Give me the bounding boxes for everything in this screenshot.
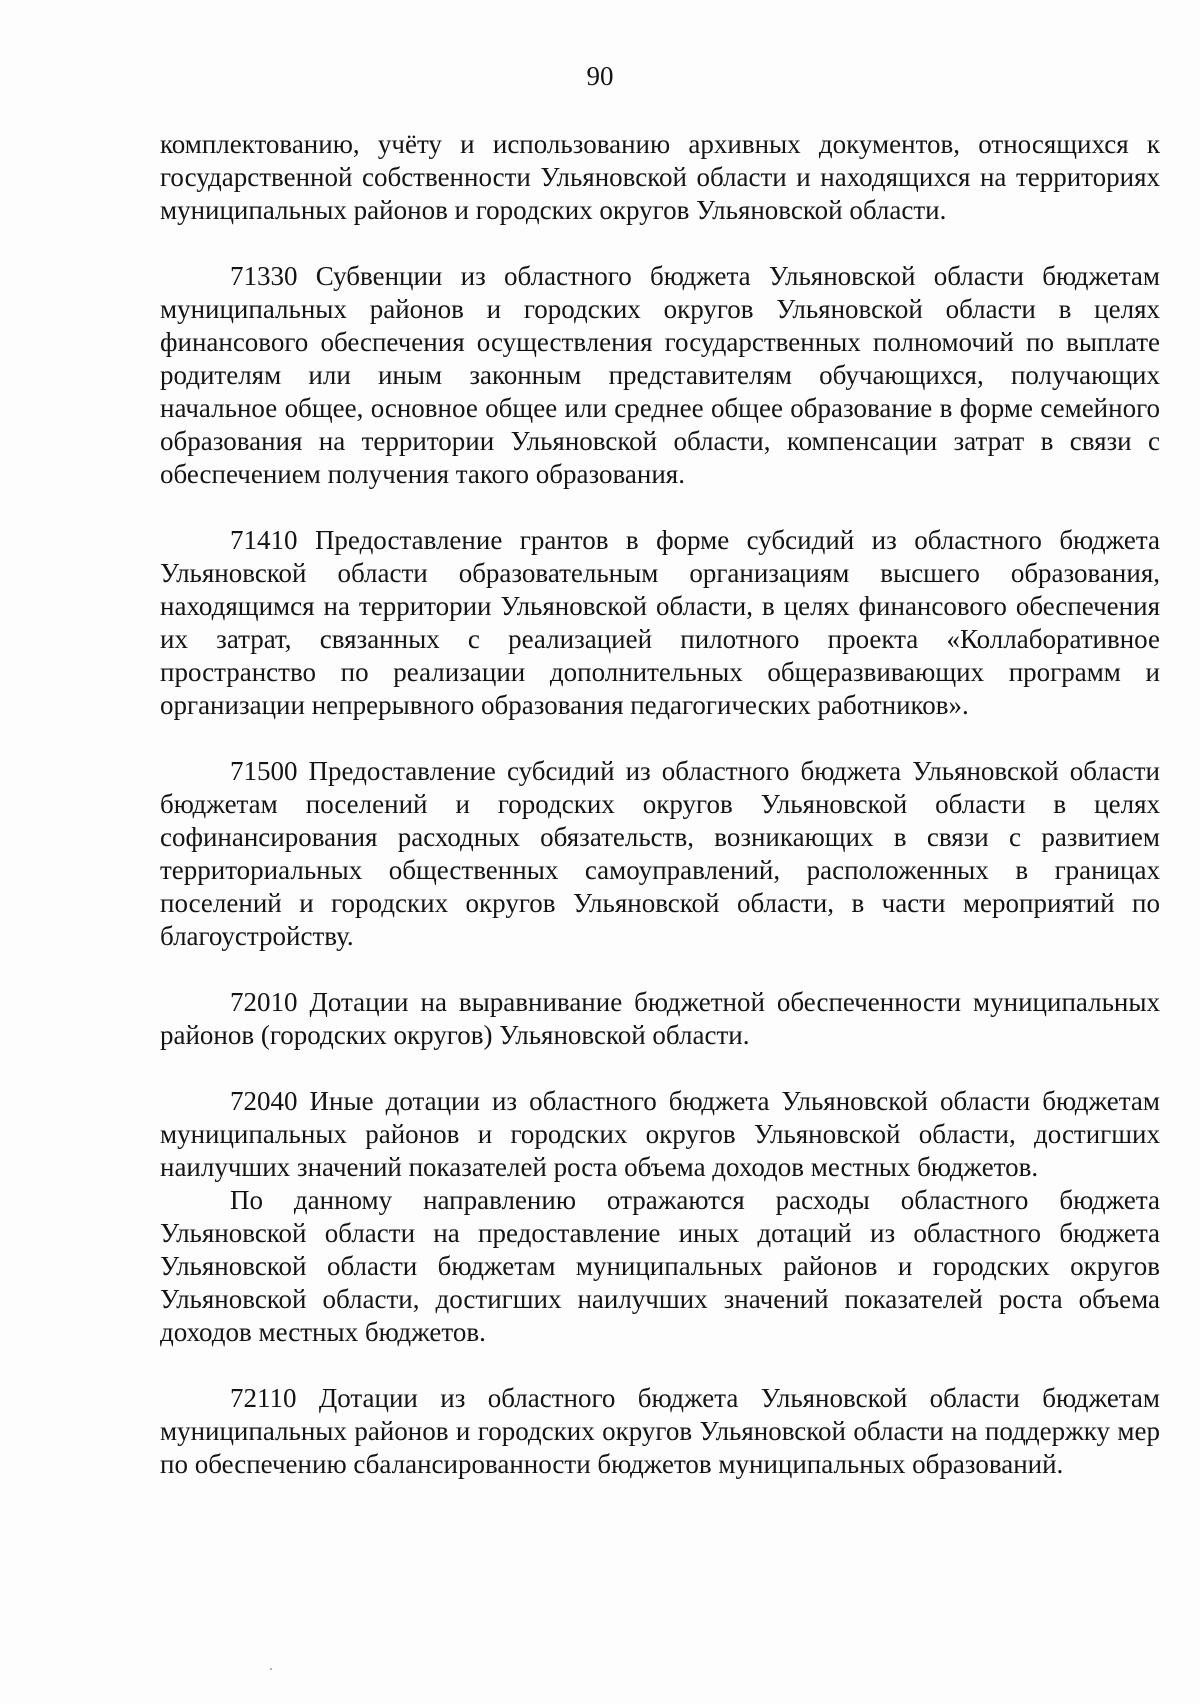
scan-speck [270,1668,272,1670]
paragraph-72040-explanation: По данному направлению отражаются расходы областного бюджета Ульяновской области на предоставление иных дотаций из областного бюджета Ульяновской области бюджетам муниципальных районов и городских округов Ульяновской области, достигших наилучших значений показателей роста объема доходов местных бюджетов. [160,1185,1160,1347]
paragraph-archive-continuation: комплектованию, учёту и использованию архивных документов, относящихся к государственной собственности Ульяновской области и находящихся на территориях муниципальных районов и городских округов Ульяновской области. [160,129,1160,225]
paragraph-72110: 72110 Дотации из областного бюджета Ульяновской области бюджетам муниципальных районов и городских округов Ульяновской области на поддержку мер по обеспечению сбалансированности бюджетов муниципальных образований. [160,1383,1160,1479]
document-body [160,128,1160,1481]
paragraph-71330: 71330 Субвенции из областного бюджета Ульяновской области бюджетам муниципальных районов и городских округов Ульяновской области в целях финансового обеспечения осуществления государственных полномочий по выплате родителям или иным законным представителям обучающихся, получающих начальное общее, основное общее или среднее общее образование в форме семейного образования на территории Ульяновской области, компенсации затрат в связи с обеспечением получения такого образования. [160,261,1160,489]
paragraph-71410: 71410 Предоставление грантов в форме субсидий из областного бюджета Ульяновской области образовательным организациям высшего образования, находящимся на территории Ульяновской области, в целях финансового обеспечения их затрат, связанных с реализацией пилотного проекта «Коллаборативное пространство по реализации дополнительных общеразвивающих программ и организации непрерывного образования педагогических работников». [160,525,1160,720]
paragraph-71500: 71500 Предоставление субсидий из областного бюджета Ульяновской области бюджетам поселений и городских округов Ульяновской области в целях софинансирования расходных обязательств, возникающих в связи с развитием территориальных общественных самоуправлений, расположенных в границах поселений и городских округов Ульяновской области, в части мероприятий по благоустройству. [160,756,1160,951]
page-number: 90 [586,61,614,91]
paragraph-72010: 72010 Дотации на выравнивание бюджетной обеспеченности муниципальных районов (городских округов) Ульяновской области. [160,987,1160,1050]
paragraph-72040: 72040 Иные дотации из областного бюджета Ульяновской области бюджетам муниципальных районов и городских округов Ульяновской области, достигших наилучших значений показателей роста объема доходов местных бюджетов. [160,1086,1160,1182]
